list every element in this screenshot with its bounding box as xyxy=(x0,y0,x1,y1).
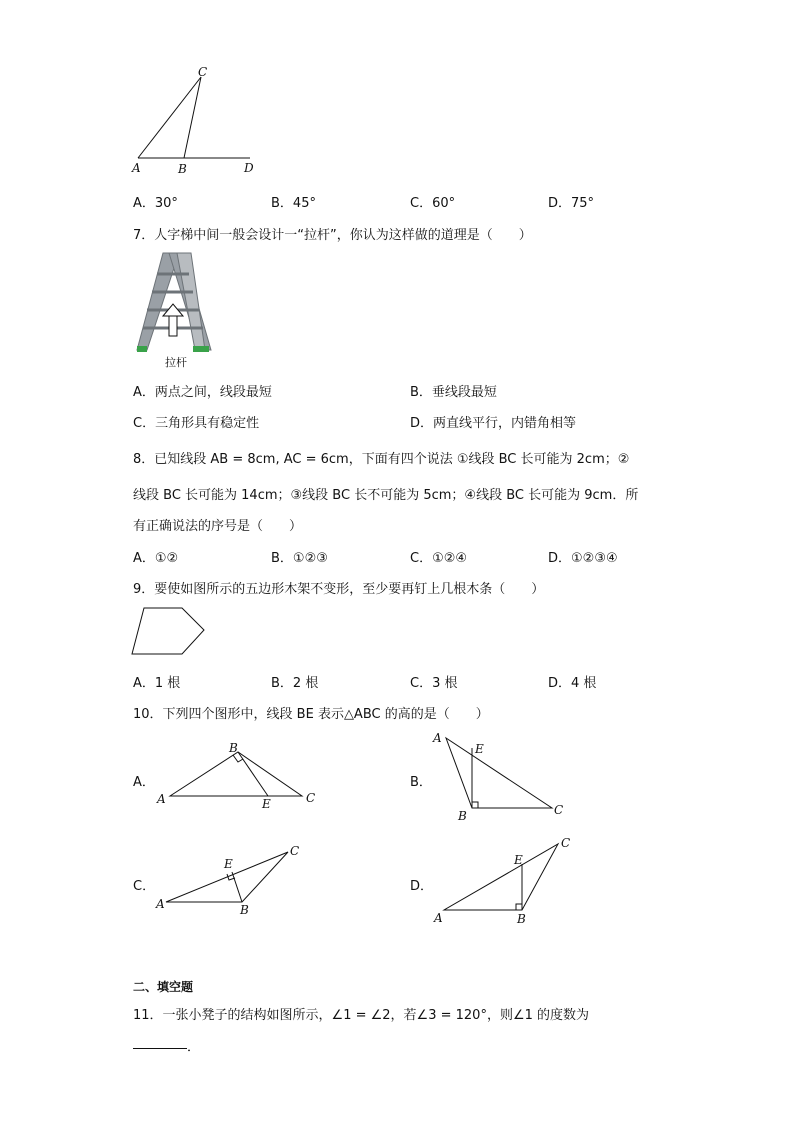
ladder-image xyxy=(133,248,213,370)
q10b-label-a: A xyxy=(433,731,442,745)
q10c-label-a: A xyxy=(156,897,165,911)
q9-option-c: C．3 根 xyxy=(410,676,458,691)
q11-answer-blank xyxy=(133,1048,187,1049)
q6-figure xyxy=(128,62,268,178)
q11-stem: 11．一张小凳子的结构如图所示，∠1 = ∠2，若∠3 = 120°，则∠1 的度数为 xyxy=(133,1008,590,1023)
q10-option-b-letter: B． xyxy=(410,775,432,790)
q10d-label-e: E xyxy=(514,853,523,867)
q10-stem: 10．下列四个图形中，线段 BE 表示△ABC 的高的是（ ） xyxy=(133,707,489,722)
q6-option-a: A．30° xyxy=(133,196,178,211)
q10b-label-b: B xyxy=(458,809,467,823)
ladder-caption: 拉杆 xyxy=(165,356,187,369)
q8-option-d: D．①②③④ xyxy=(548,551,618,566)
q10-figure-a xyxy=(152,738,324,816)
q7-option-a: A．两点之间，线段最短 xyxy=(133,385,272,400)
q9-option-a: A．1 根 xyxy=(133,676,181,691)
q9-stem: 9．要使如图所示的五边形木架不变形，至少要再钉上几根木条（ ） xyxy=(133,582,545,597)
q10a-label-e: E xyxy=(262,797,271,811)
q6-option-b: B．45° xyxy=(271,196,316,211)
q11-end-mark: ． xyxy=(187,1040,201,1055)
q10c-label-c: C xyxy=(290,844,300,858)
q10d-label-b: B xyxy=(517,912,526,926)
q10d-label-a: A xyxy=(434,911,443,925)
q10c-label-e: E xyxy=(224,857,233,871)
q7-stem: 7．人字梯中间一般会设计一“拉杆”，你认为这样做的道理是（ ） xyxy=(133,228,532,243)
q6-label-d: D xyxy=(244,161,254,175)
q8-option-c: C．①②④ xyxy=(410,551,468,566)
q6-option-d: D．75° xyxy=(548,196,595,211)
q10a-label-a: A xyxy=(157,792,166,806)
q6-label-a: A xyxy=(132,161,141,175)
q10a-label-c: C xyxy=(306,791,316,805)
q10a-label-b: B xyxy=(229,741,238,755)
q10b-label-e: E xyxy=(475,742,484,756)
q10-option-a-letter: A． xyxy=(133,775,155,790)
q8-option-b: B．①②③ xyxy=(271,551,328,566)
section-heading: 二、填空题 xyxy=(133,980,194,994)
q9-option-b: B．2 根 xyxy=(271,676,319,691)
q7-option-c: C．三角形具有稳定性 xyxy=(133,416,260,431)
q8-line-2: 线段 BC 长可能为 14cm；③线段 BC 长不可能为 5cm；④线段 BC 长可能为 9cm．所 xyxy=(133,488,639,503)
q10-option-d-letter: D． xyxy=(410,879,434,894)
q8-line-1: 8．已知线段 AB = 8cm, AC = 6cm，下面有四个说法 ①线段 BC 长可能为 2cm；② xyxy=(133,452,630,467)
q8-line-3: 有正确说法的序号是（ ） xyxy=(133,519,303,534)
q10-figure-d xyxy=(428,832,578,928)
q7-option-d: D．两直线平行，内错角相等 xyxy=(410,416,577,431)
q10-option-c-letter: C． xyxy=(133,879,156,894)
q10d-label-c: C xyxy=(561,836,571,850)
pentagon-figure xyxy=(130,604,210,658)
q10-figure-c xyxy=(152,840,312,920)
q7-option-b: B．垂线段最短 xyxy=(410,385,497,400)
q6-label-b: B xyxy=(178,162,187,176)
q10-figure-b xyxy=(428,726,578,826)
q9-option-d: D．4 根 xyxy=(548,676,597,691)
q6-label-c: C xyxy=(198,65,208,79)
q10b-label-c: C xyxy=(554,803,564,817)
q6-option-c: C．60° xyxy=(410,196,456,211)
q8-option-a: A．①② xyxy=(133,551,179,566)
q10c-label-b: B xyxy=(240,903,249,917)
